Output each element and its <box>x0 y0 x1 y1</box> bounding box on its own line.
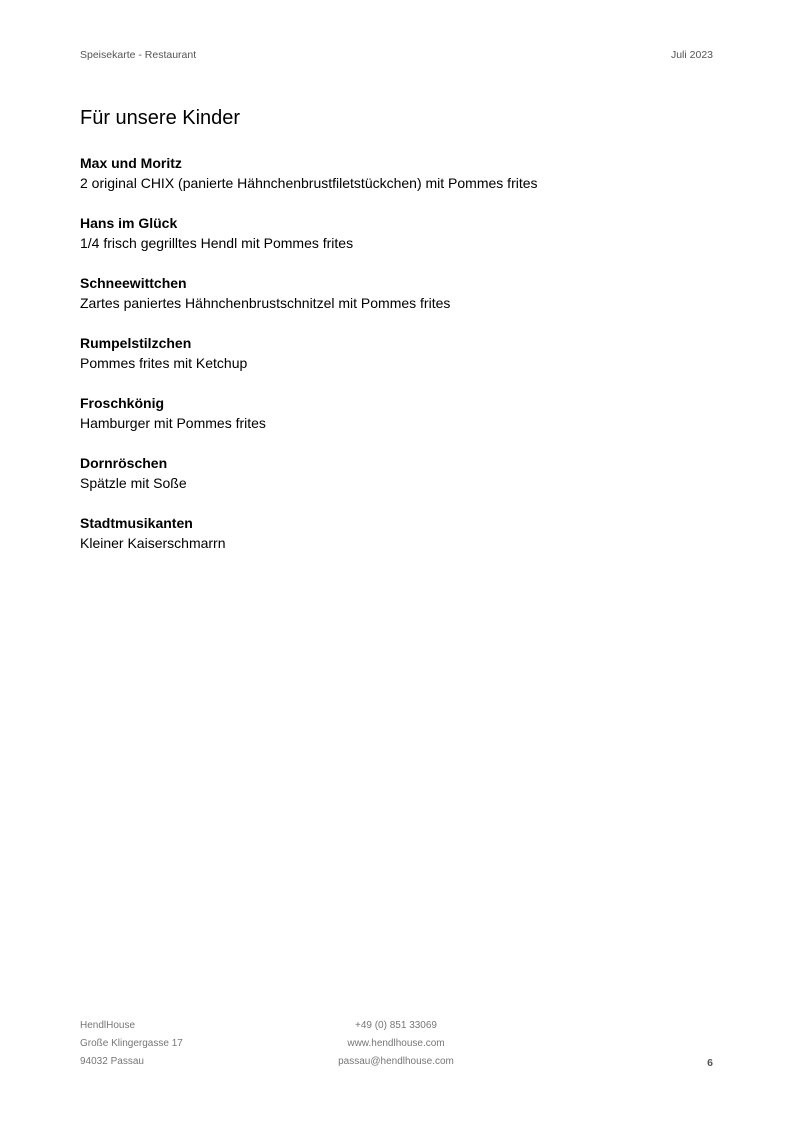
menu-item <box>80 213 720 273</box>
menu-item-name: Dornröschen <box>80 455 168 471</box>
menu-list <box>80 153 720 573</box>
footer-email: passau@hendlhouse.com <box>338 1056 454 1067</box>
menu-item-name: Stadtmusikanten <box>80 515 193 531</box>
menu-item-name: Hans im Glück <box>80 215 178 231</box>
footer-website: www.hendlhouse.com <box>347 1038 445 1049</box>
page-footer <box>80 1019 713 1075</box>
footer-street: Große Klingergasse 17 <box>80 1038 183 1049</box>
header-date: Juli 2023 <box>670 49 713 61</box>
menu-item-description: Pommes frites mit Ketchup <box>80 355 248 371</box>
menu-item <box>80 513 720 573</box>
menu-item <box>80 393 720 453</box>
menu-item <box>80 453 720 513</box>
section-title: Für unsere Kinder <box>80 107 241 129</box>
footer-company-name: HendlHouse <box>80 1020 136 1031</box>
page-header <box>80 49 713 63</box>
menu-item-name: Max und Moritz <box>80 155 182 171</box>
menu-item-description: Zartes paniertes Hähnchenbrustschnitzel mit Pommes frites <box>80 295 451 311</box>
menu-item-description: Hamburger mit Pommes frites <box>80 415 266 431</box>
menu-item-name: Rumpelstilzchen <box>80 335 192 351</box>
menu-item-name: Schneewittchen <box>80 275 187 291</box>
menu-item <box>80 153 720 213</box>
footer-address <box>80 1019 183 1073</box>
menu-item-description: Spätzle mit Soße <box>80 475 187 491</box>
menu-item-name: Froschkönig <box>80 395 165 411</box>
menu-item <box>80 273 720 333</box>
footer-contact <box>336 1019 456 1073</box>
menu-item-description: 2 original CHIX (panierte Hähnchenbrustfiletstückchen) mit Pommes frites <box>80 175 538 191</box>
footer-phone: +49 (0) 851 33069 <box>354 1020 437 1031</box>
header-document-title: Speisekarte - Restaurant <box>80 49 197 61</box>
menu-item <box>80 333 720 393</box>
menu-item-description: 1/4 frisch gegrilltes Hendl mit Pommes frites <box>80 235 354 251</box>
menu-item-description: Kleiner Kaiserschmarrn <box>80 535 226 551</box>
page-number: 6 <box>707 1057 713 1069</box>
footer-city: 94032 Passau <box>80 1056 144 1067</box>
